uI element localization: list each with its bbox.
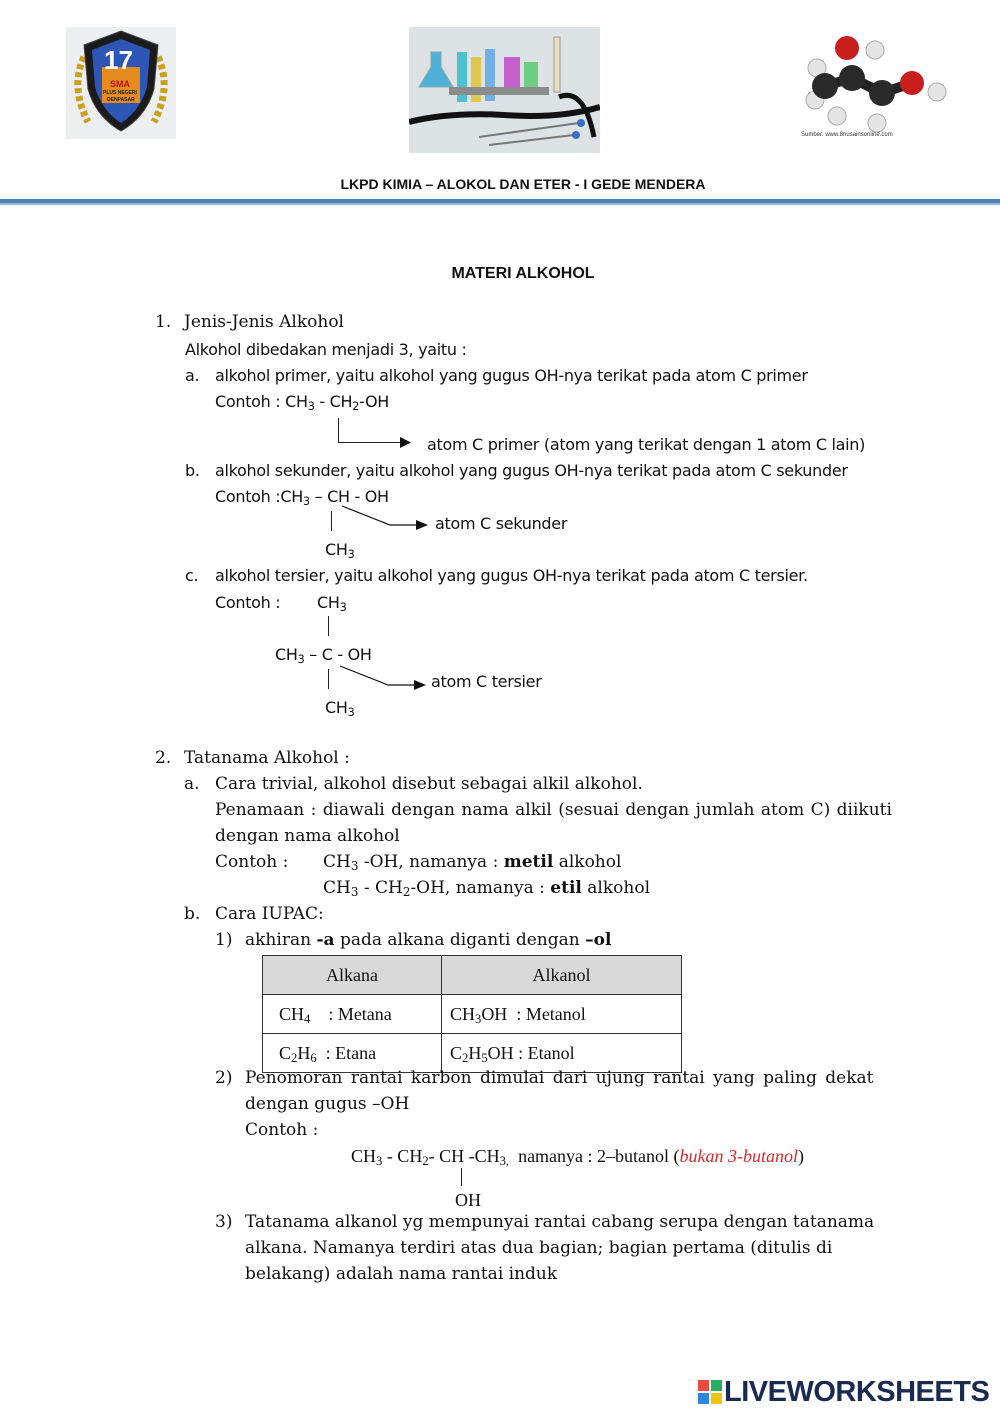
item-2a-example-1: $CH_3$ -OH, namanya : metil alkohol <box>323 852 622 873</box>
table-cell-alkanol-name: : Metanol <box>516 1003 586 1024</box>
table-cell-alkanol: $CH_3OH$ : Metanol <box>442 995 682 1034</box>
liveworksheets-watermark: LIVEWORKSHEETS <box>724 1376 990 1408</box>
rule2-line2: dengan gugus –OH <box>245 1094 410 1114</box>
rule2-example-formula: $CH_3 - CH_2-$ CH $-CH_{3,}$ namanya : 2–butanol (bukan 3-butanol) <box>351 1146 805 1169</box>
table-row <box>263 1034 682 1073</box>
logo-text-denpasar: DENPASAR <box>107 97 135 103</box>
rule2-example-name: namanya : 2–butanol ( <box>518 1146 680 1166</box>
item-c-ch3-bottom: $CH_3$ <box>325 698 355 719</box>
item-2a-example-label: Contoh : <box>215 852 289 872</box>
rule1-bold-ol: –ol <box>585 930 612 950</box>
item-2a-text: Cara trivial, alkohol disebut sebagai alkil alkohol. <box>215 774 643 794</box>
molecule-image <box>797 28 957 144</box>
alkana-alkanol-table <box>262 955 682 1073</box>
rule3-line1: Tatanama alkanol yg mempunyai rantai cabang serupa dengan tatanama <box>245 1212 875 1232</box>
ex1-bold: metil <box>503 852 554 872</box>
item-b-ch3: $CH_3$ <box>325 540 355 561</box>
item-a-bracket-vertical <box>338 418 339 442</box>
rule1-text <box>245 930 611 950</box>
item-a-example-label: Contoh : CH <box>215 392 308 411</box>
rule2-example-close: ) <box>798 1146 805 1166</box>
item-2a-letter: a. <box>184 774 200 794</box>
item-b-arrow <box>340 504 430 530</box>
item-c-bond-top <box>328 616 329 636</box>
rule2-oh: OH <box>455 1190 481 1210</box>
item-b-arrow-label: atom C sekunder <box>435 514 568 533</box>
item-a-letter: a. <box>185 366 200 385</box>
table-header-row <box>263 956 682 995</box>
liveworksheets-logo <box>698 1380 722 1404</box>
rule1-bold-a: -a <box>316 930 335 950</box>
table-cell-alkana: $CH_4$ : Metana <box>263 995 442 1034</box>
table-row <box>263 995 682 1034</box>
item-b-example-label: Contoh :CH <box>215 487 303 506</box>
rule2-example-red: bukan 3-butanol <box>679 1146 799 1166</box>
table-cell-alkanol-name: : Etanol <box>518 1042 575 1063</box>
item-c-ch3-top: $CH_3$ <box>317 593 347 614</box>
lab-equipment-image <box>409 27 600 153</box>
section2-number: 2. <box>155 748 172 768</box>
item-b-example: Contoh $:CH_3$ – CH - OH <box>215 487 389 508</box>
item-2a-naming-line1: Penamaan : diawali dengan nama alkil (sesuai dengan jumlah atom C) diikuti <box>215 800 892 820</box>
ex2-suffix: -OH, namanya : <box>410 878 545 898</box>
rule3-line3: belakang) adalah nama rantai induk <box>245 1264 558 1284</box>
header-title: LKPD KIMIA – ALOKOL DAN ETER - I GEDE MENDERA <box>340 176 706 192</box>
rule2-oh-bond <box>461 1168 462 1186</box>
item-b-letter: b. <box>185 461 200 480</box>
item-c-letter: c. <box>185 566 199 585</box>
item-2b-text: Cara IUPAC: <box>215 904 324 924</box>
section1-intro: Alkohol dibedakan menjadi 3, yaitu : <box>185 340 467 359</box>
rule1-mid: pada alkana diganti dengan <box>339 930 580 950</box>
table-cell-alkana: $C_2H_6$ : Etana <box>263 1034 442 1073</box>
rule2-line1: Penomoran rantai karbon dimulai dari ujung rantai yang paling dekat <box>245 1068 874 1088</box>
item-a-arrow-line <box>338 442 402 443</box>
item-a-text: alkohol primer, yaitu alkohol yang gugus OH-nya terikat pada atom C primer <box>215 366 808 385</box>
rule2-number: 2) <box>215 1068 233 1088</box>
rule3-number: 3) <box>215 1212 233 1232</box>
header-rule-shadow <box>0 203 1000 205</box>
logo-text-plus-negeri: PLUS NEGERI <box>103 90 137 96</box>
item-a-arrowhead <box>400 437 412 448</box>
rule1-pre: akhiran <box>245 930 312 950</box>
table-header-alkanol: Alkanol <box>442 956 682 995</box>
section1-heading: Jenis-Jenis Alkohol <box>184 312 344 332</box>
item-a-example: Contoh : $CH_3 - CH_2-OH$ <box>215 392 390 413</box>
table-cell-alkanol: $C_2H_5OH$ : Etanol <box>442 1034 682 1073</box>
table-cell-alkana-name: : Etana <box>325 1042 377 1063</box>
ex1-suffix: -OH, namanya : <box>363 852 499 872</box>
item-a-arrow-label: atom C primer (atom yang terikat dengan 1 atom C lain) <box>427 435 866 454</box>
logo-text-sma: SMA <box>110 79 130 89</box>
ex2-bold: etil <box>550 878 582 898</box>
item-c-bond-bottom <box>328 669 329 689</box>
rule2-example-label: Contoh : <box>245 1120 319 1140</box>
item-2a-naming-line2: dengan nama alkohol <box>215 826 400 846</box>
ex2-end: alkohol <box>587 878 651 898</box>
section2-heading: Tatanama Alkohol : <box>184 748 350 768</box>
item-c-main-chain: $CH_3$ – C - OH <box>275 645 372 666</box>
item-c-example-label: Contoh : <box>215 593 281 612</box>
item-2a-example-2: $CH_3 - CH_2-OH$, namanya : etil alkohol <box>323 878 651 899</box>
image-source: Sumber: www.8nusainsonline.com <box>801 132 893 138</box>
item-c-arrow <box>338 664 428 690</box>
page-title: MATERI ALKOHOL <box>451 265 595 282</box>
section1-number: 1. <box>155 312 172 332</box>
rule3-line2: alkana. Namanya terdiri atas dua bagian; bagian pertama (ditulis di <box>245 1238 833 1258</box>
rule1-number: 1) <box>215 930 233 950</box>
logo-number: 17 <box>104 45 133 75</box>
ex1-end: alkohol <box>558 852 622 872</box>
item-b-text: alkohol sekunder, yaitu alkohol yang gugus OH-nya terikat pada atom C sekunder <box>215 461 848 480</box>
item-2b-letter: b. <box>184 904 201 924</box>
table-header-alkana: Alkana <box>263 956 442 995</box>
item-b-bond <box>331 511 332 531</box>
item-c-arrow-label: atom C tersier <box>431 672 542 691</box>
school-logo <box>66 27 176 139</box>
table-cell-alkana-name: : Metana <box>328 1003 392 1024</box>
item-c-text: alkohol tersier, yaitu alkohol yang gugus OH-nya terikat pada atom C tersier. <box>215 566 808 585</box>
